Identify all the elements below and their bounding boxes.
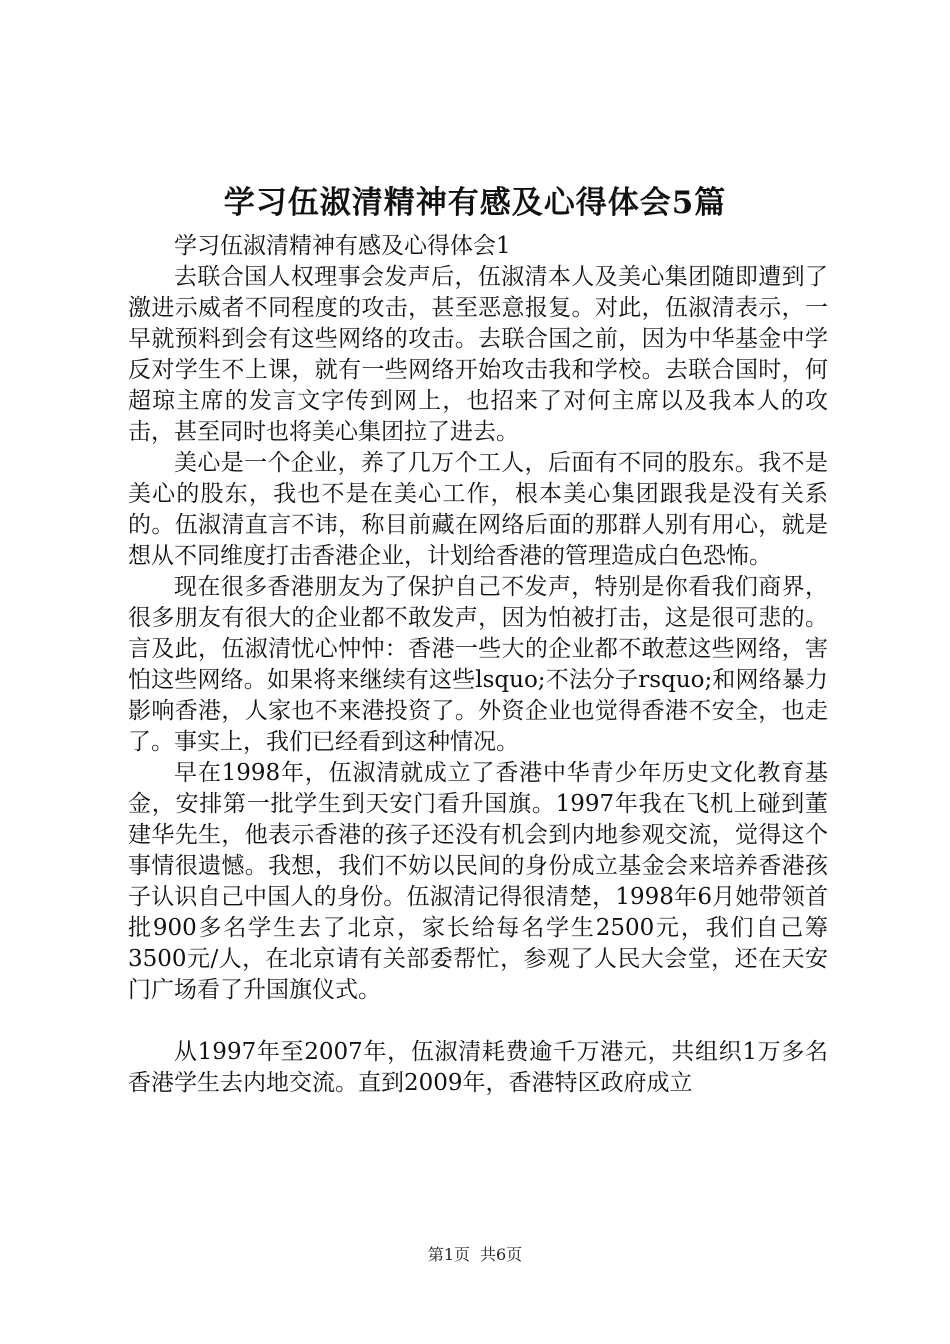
document-title: 学习伍淑清精神有感及心得体会5篇 bbox=[223, 185, 727, 221]
page-total: 共6页 bbox=[480, 1245, 523, 1264]
paragraph-spacer bbox=[128, 1006, 828, 1037]
paragraph-5: 从1997年至2007年，伍淑清耗费逾千万港元，共组织1万多名香港学生去内地交流。直到2009年，香港特区政府成立 bbox=[128, 1039, 828, 1096]
paragraph-4: 早在1998年，伍淑清就成立了香港中华青少年历史文化教育基金，安排第一批学生到天安门看升国旗。1997年我在飞机上碰到董建华先生，他表示香港的孩子还没有机会到内地参观交流，觉得这个事情很遗憾。我想，我们不妨以民间的身份成立基金会来培养香港孩子认识自己中国人的身份。伍淑清记得很清楚，1998年6月她带领首批900多名学生去了北京，家长给每名学生2500元，我们自己筹3500元/人，在北京请有关部委帮忙，参观了人民大会堂，还在天安门广场看了升国旗仪式。 bbox=[128, 760, 828, 1003]
document-body bbox=[128, 231, 828, 1099]
page-number: 第1页 bbox=[427, 1245, 470, 1264]
paragraph-1: 去联合国人权理事会发声后，伍淑清本人及美心集团随即遭到了激进示威者不同程度的攻击，甚至恶意报复。对此，伍淑清表示，一早就预料到会有这些网络的攻击。去联合国之前，因为中华基金中学反对学生不上课，就有一些网络开始攻击我和学校。去联合国时，何超琼主席的发言文字传到网上，也招来了对何主席以及我本人的攻击，甚至同时也将美心集团拉了进去。 bbox=[128, 264, 828, 445]
paragraph-3: 现在很多香港朋友为了保护自己不发声，特别是你看我们商界，很多朋友有很大的企业都不敢发声，因为怕被打击，这是很可悲的。言及此，伍淑清忧心忡忡：香港一些大的企业都不敢惹这些网络，害怕这些网络。如果将来继续有这些lsquo;不法分子rsquo;和网络暴力影响香港，人家也不来港投资了。外资企业也觉得香港不安全，也走了。事实上，我们已经看到这种情况。 bbox=[128, 574, 828, 755]
paragraph-2: 美心是一个企业，养了几万个工人，后面有不同的股东。我不是美心的股东，我也不是在美心工作，根本美心集团跟我是没有关系的。伍淑清直言不讳，称目前藏在网络后面的那群人别有用心，就是想从不同维度打击香港企业，计划给香港的管理造成白色恐怖。 bbox=[128, 450, 828, 569]
page-footer bbox=[0, 1245, 950, 1265]
section-subtitle: 学习伍淑清精神有感及心得体会1 bbox=[174, 233, 511, 259]
